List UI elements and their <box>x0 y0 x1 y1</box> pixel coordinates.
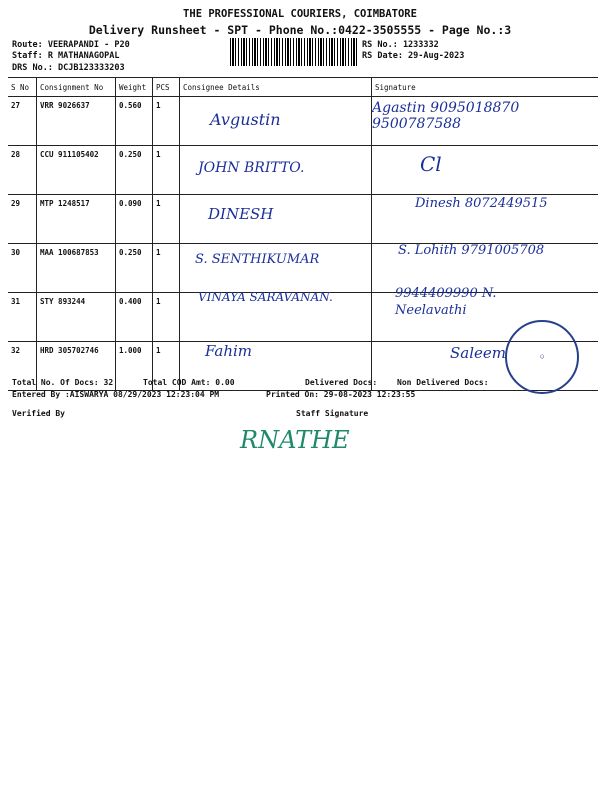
col-consignee: Consignee Details <box>180 78 372 97</box>
document-subtitle: Delivery Runsheet - SPT - Phone No.:0422-3505555 - Page No.:3 <box>88 23 512 37</box>
cell-weight: 1.000 <box>116 342 153 391</box>
total-cod: Total COD Amt: 0.00 <box>143 378 235 387</box>
col-sno: S No <box>8 78 37 97</box>
printed-on: Printed On: 29-08-2023 12:23:55 <box>266 390 416 399</box>
col-weight: Weight <box>116 78 153 97</box>
cell-pcs: 1 <box>153 195 180 244</box>
cell-weight: 0.250 <box>116 244 153 293</box>
col-pcs: PCS <box>153 78 180 97</box>
cell-pcs: 1 <box>153 293 180 342</box>
verified-by: Verified By <box>12 409 65 418</box>
courier-stamp: ◯ <box>505 320 579 394</box>
cell-pcs: 1 <box>153 97 180 146</box>
handwritten-consignee: Fahim <box>205 342 253 360</box>
cell-consignment: CCU 911105402 <box>37 146 116 195</box>
handwritten-consignee: S. SENTHIKUMAR <box>195 252 320 267</box>
cell-sno: 27 <box>8 97 37 146</box>
cell-sno: 32 <box>8 342 37 391</box>
cell-consignment: MTP 1248517 <box>37 195 116 244</box>
cell-pcs: 1 <box>153 146 180 195</box>
cell-pcs: 1 <box>153 244 180 293</box>
handwritten-signature: Agastin 9095018870 9500787588 <box>372 100 520 132</box>
handwritten-consignee: DINESH <box>208 205 274 223</box>
handwritten-signature: 9944409990 N. Neelavathi <box>395 286 497 318</box>
col-consignment: Consignment No <box>37 78 116 97</box>
cell-consignment: MAA 100687853 <box>37 244 116 293</box>
entered-by: Entered By :AISWARYA 08/29/2023 12:23:04 PM <box>12 390 220 399</box>
delivered-docs: Delivered Docs: <box>305 378 378 387</box>
cell-consignment: STY 893244 <box>37 293 116 342</box>
table-header-row <box>8 78 598 97</box>
route-label: Route: VEERAPANDI - P20 <box>12 40 130 50</box>
handwritten-signature: Cl <box>420 152 442 176</box>
handwritten-signature: Dinesh 8072449515 <box>415 196 548 211</box>
cell-weight: 0.250 <box>116 146 153 195</box>
cell-pcs: 1 <box>153 342 180 391</box>
handwritten-consignee: Avgustin <box>210 110 281 129</box>
drs-number: DRS No.: DCJB123333203 <box>12 63 125 73</box>
cell-sno: 31 <box>8 293 37 342</box>
staff-label: Staff: R MATHANAGOPAL <box>12 51 120 61</box>
rs-date: RS Date: 29-Aug-2023 <box>362 51 465 61</box>
staff-signature: RNATHE <box>240 426 350 454</box>
cell-consignment: HRD 305702746 <box>37 342 116 391</box>
cell-sno: 30 <box>8 244 37 293</box>
non-delivered-docs: Non Delivered Docs: <box>397 378 489 387</box>
company-title: THE PROFESSIONAL COURIERS, COIMBATORE <box>183 8 417 20</box>
rs-number: RS No.: 1233332 <box>362 40 439 50</box>
cell-weight: 0.090 <box>116 195 153 244</box>
staff-signature-label: Staff Signature <box>296 409 369 418</box>
cell-consignment: VRR 9026637 <box>37 97 116 146</box>
col-signature: Signature <box>372 78 599 97</box>
cell-sno: 29 <box>8 195 37 244</box>
handwritten-consignee: VINAYA SARAVANAN. <box>198 290 333 304</box>
handwritten-signature: Saleem <box>450 344 506 362</box>
total-docs: Total No. Of Docs: 32 <box>12 378 114 387</box>
handwritten-signature: S. Lohith 9791005708 <box>398 243 545 258</box>
barcode <box>230 38 358 66</box>
handwritten-consignee: JOHN BRITTO. <box>198 160 305 176</box>
cell-weight: 0.560 <box>116 97 153 146</box>
cell-sno: 28 <box>8 146 37 195</box>
cell-weight: 0.400 <box>116 293 153 342</box>
